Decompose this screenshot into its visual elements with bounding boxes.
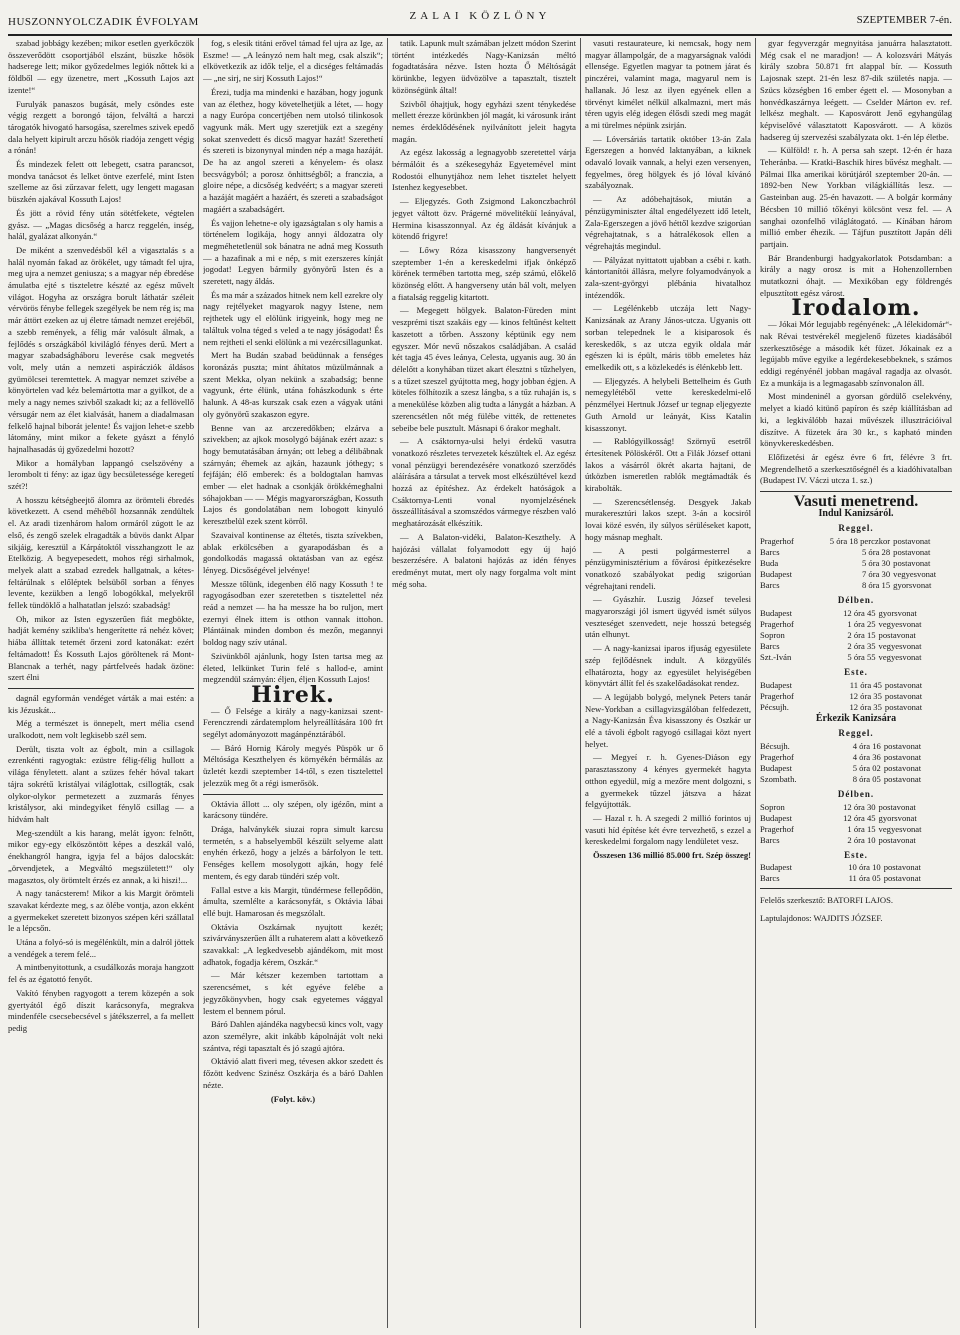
- timetable-row: [760, 752, 952, 763]
- paragraph: vasuti restaurateure, ki nemcsak, hogy nem magyar állampolgár, de a magyarságnak valódi ellensége. Egyetlen magyar ta potnem járat és pinczérei, valamint maga, magyarul nem is hallanak. Jó lesz az ilyen egyének ellen a törvényt kimélet nélkül alkalmazni, mert más téren ugyis elég idegen élősdi szedi meg magát a mi türelmes népünk zsirján.: [585, 38, 751, 130]
- paragraph: — Szerencsétlenség. Desgyek Jakab murakeresztúri lakos szept. 3-án a kocsiról lovai közé esvén, ily súlyos sérüléseket kapott, hogy másnap meghalt.: [585, 496, 751, 542]
- timetable-group-label: Délben.: [837, 788, 875, 799]
- timetable-dest: Barcs: [760, 547, 780, 558]
- timetable-kind: gyorsvonat: [878, 607, 917, 618]
- column-rule: [580, 38, 581, 1328]
- timetable-time: 5 óra 28: [861, 547, 891, 558]
- timetable-dest: Bécsujh.: [760, 740, 790, 751]
- timetable-kind: gyorsvonat: [878, 812, 917, 823]
- paragraph: dagnál egyformán vendéget várták a mai estén: a kis Jézuskát...: [8, 692, 194, 715]
- divider: [203, 794, 383, 795]
- timetable-dest: Sopron: [760, 629, 785, 640]
- divider: [760, 491, 952, 492]
- timetable-dest: Barcs: [760, 873, 780, 884]
- timetable-row: [760, 873, 952, 884]
- timetable-row: [760, 630, 952, 641]
- paragraph: Érezi, tudja ma mindenki e hazában, hogy jogunk van az élethez, hogy követelhetjük a létet, — hogy a nagy Európa concertjében nem utolsó tilinkosok vagyunk mák. Mert ugy szeretjük ezt a szegény sokat szenvedett és dicső magyar hazát! Szerethetí és szereti is bizonynyal minden nép a maga hazáját. De ha az angol szereti a kényelem- és olasz becsvágyból; a porosz önhittségből; a franczia, a gloire népe, a dicsőség kedvéért; s a magyar szereti a hazáját magáért a hazáért, és szereti a szabadságot magáért a szabadságért.: [203, 86, 383, 214]
- timetable-kind: vegyesvonat: [878, 640, 922, 651]
- paragraph: szabad jobbágy kezében; mikor esetlen gyerkőczök összeverődött csoportjából elszánt, büszke hősök hadserege lett; mikor győzedelmes legiók nőttek ki a földből — egy üzenetre, mert „Kossuth Lajos azt izente!“: [8, 38, 194, 95]
- continuation-note: (Folyt. köv.): [270, 1094, 316, 1105]
- news-section-title: Hirek.: [251, 681, 335, 708]
- timetable-dest: Pragerhof: [760, 690, 794, 701]
- timetable-time: 5 óra 02: [852, 762, 881, 773]
- timetable-dest: Pragerhof: [760, 536, 794, 547]
- newspaper-title: ZALAI KÖZLÖNY: [409, 10, 551, 22]
- timetable-row: [760, 608, 952, 619]
- paragraph: — Hazal r. h. A szegedi 2 millió forintos uj vasuti híd építése két évre tervezhető, s ezzel a kereskedelmi forgalom nagy lendületet vesz.: [585, 813, 751, 847]
- column-4: [585, 38, 751, 1328]
- timetable-row: [760, 569, 952, 580]
- paragraph: Báró Dahlen ajándéka nagybecsü kincs volt, vagy azon személyre, akit inkább kápolnáját volt neki szántva, régi tapasztalt és jó szagú ajtóra.: [203, 1019, 383, 1053]
- timetable-time: 5 óra 30: [861, 558, 891, 569]
- timetable-time: 11 óra 45: [849, 679, 882, 690]
- timetable-time: 8 óra 05: [852, 773, 881, 784]
- timetable-row: [760, 558, 952, 569]
- paragraph: A mintbenyitottunk, a csudálkozás moraja hangzott fel és az égatottó fenyőt.: [8, 962, 194, 985]
- masthead: [8, 6, 952, 36]
- timetable-row: [760, 741, 952, 752]
- timetable-time: 1 óra 15: [847, 823, 876, 834]
- timetable-kind: postavonat: [884, 701, 923, 712]
- publisher-credit: Laptulajdonos: WAJDITS JÓZSEF.: [760, 913, 883, 924]
- paragraph: Vakító fényben ragyogott a terem közepén a sok gyertyától égő díszit karácsonyfa, megrakva mindenféle csecsebecsével s játékszerrel, a fa mellett pedig: [8, 987, 194, 1033]
- timetable-kind: postavonat: [878, 834, 916, 845]
- paragraph: Fallal estve a kis Margit, tündérmese fellepődön, ámulta, szemlélte a karácsonyfát, s Oktávia lábai ellé bujt. Hamarosan és megszólalt.: [203, 884, 383, 918]
- timetable-dest: Pragerhof: [760, 618, 794, 629]
- timetable-dest: Budapest: [760, 679, 792, 690]
- paragraph: Előfizetési ár egész évre 6 frt, félévre 3 frt. Megrendelhető a szerkesztőségnél és a kiadóhivatalban (Budapest IV. Váczi utcza 1. sz.): [760, 451, 952, 486]
- timetable-row: [760, 835, 952, 846]
- timetable-kind: postavonat: [893, 558, 931, 569]
- timetable-group-label: Este.: [844, 666, 868, 677]
- timetable-kind: vegyesvonat: [893, 569, 937, 580]
- timetable-dest: Budapest: [760, 569, 792, 580]
- timetable-dest: Barcs: [760, 834, 780, 845]
- paragraph: — A nagy-kanizsai iparos ifjuság egyesülete szép fejlődésnek indult. A közgyűlés elhatározta, hogy az egyesület helyiségében könyvtárt állít fel és szakelőadásokat rendez.: [585, 643, 751, 689]
- timetable-dest: Budapest: [760, 607, 792, 618]
- timetable-dest: Buda: [760, 558, 779, 569]
- editor-credit: Felelős szerkesztő: BATORFI LAJOS.: [760, 895, 894, 906]
- timetable: [760, 802, 952, 846]
- timetable-row: [760, 802, 952, 813]
- paragraph: — Jókai Mór legujabb regényének: „A lélekidomár“-nak Révai testvérekél megjelenő füzetes kiadásából szerkesztősége a második két füzet. Jókainak ez a legújabb műve egyike a legérdekesebbeknek, s számos eddigi regényénél jobban magával ragadja az olvasót. Ez a munkája is a legmagasabb színvonalon áll.: [760, 319, 952, 388]
- paragraph: Derült, tiszta volt az égbolt, min a csillagok ezrenkénti ragyogtak: ezüstre félig-félig hullott a világa fényletett. alant a szüzes fehér hóval takart tájra sokrétű kristályai világlottak, csillogták, csak olykor-olykor permetezett a zuzmarás fényes kristálysor, aki mindegyiket fénylő csillag — a hídvám halt: [8, 743, 194, 824]
- timetable-dest: Barcs: [760, 640, 780, 651]
- timetable-dest: Szombath.: [760, 773, 797, 784]
- departures-heading: Indul Kanizsáról.: [818, 507, 894, 519]
- paragraph: — Rablógyilkosság! Szörnyű esetről értesítenek Pölöskéről. Ott a Filák József ottani lakos a vásárról ökrét akarta hajtani, de útközben ismeretlen rablók megtámadták és kirabolták.: [585, 436, 751, 494]
- timetable-kind: postavonat: [883, 762, 922, 773]
- timetable-kind: postavonat: [884, 679, 923, 690]
- paragraph: — Külföld! r. h. A persa sah szept. 12-én ér haza Teheránba. — Kratki-Baschik hires bűvész meghalt. — Pálmai Ilka amerikai körútjáról szeptember 20-án. — 1892-ben New Yorkban világkiállítás lesz. — Gasteinban aug. 25-én havazott. — A bolgár kormány Bécsben 10 millió tőkényi kölcsönt vesz fel. — A sanghai ozonfelhő világlátogató. — Kínában három millió ember éhezik. — Tájfun pusztított Japán déli partjain.: [760, 145, 952, 249]
- paragraph: — Legélénkebb utczája lett Nagy-Kanizsának az Arany János-utcza. Ugyanis ott sorban telepednek le a kisiparosok és kereskedők, s az utcza egyik oldala már egészen ki is épült, máris több emeletes ház emelkedik ott, s a közlekedés is élénkebb lett.: [585, 303, 751, 372]
- paragraph: Mert ha Budán szabad beüdünnak a fenséges koronázás puszta; mint áhítatos müzülmánnak a szent Mekka, olyan nekünk a szabadság; benne vagyunk, érte élünk, utána fohászkodunk s érte halunk. A 48-as kurszak csak ezen a vágyak utáni oly gyönyörű szakaszon egyre.: [203, 350, 383, 419]
- paragraph: Szivünkből ajánlunk, hogy Isten tartsa meg az életed, lelkünket Turin felé s hallod-e, amint megzendül szárnyán: éljen, éljen Kossuth Lajos!: [203, 650, 383, 685]
- paragraph: Szavaival kontinense az éltetés, tiszta szívekben, ablak erkölcsében a gyarapodásban és a gondolkodás magassá oktatásban van az egész lényeg. Dicsőségével jelvénye!: [203, 529, 383, 575]
- column-5: [760, 38, 952, 1328]
- literature-section-title: Irodalom.: [791, 295, 921, 322]
- paragraph: A nagy tanácsterem! Mikor a kis Margit örömteli szavakat kérdezte meg, s az ölébe vontja, azon ekként a gyermekeket szeretett bizonyos szépen kéri szállatal le a lépcsőn.: [8, 888, 194, 934]
- timetable-kind: vegyesvonat: [878, 823, 922, 834]
- timetable-row: [760, 547, 952, 558]
- paragraph: Drága, halványkék siuzai ropra simult karcsu termetén, s a habselyemből készült selyeme alatt enyhén érkező, hogy a jelzés a bárfolyon le tett. Fenséges kellem mosolygott ajkán, hogy felé mentem, és egy darab tündéri szép volt.: [203, 824, 383, 881]
- timetable-group-label: Reggel.: [838, 523, 874, 534]
- timetable-row: [760, 862, 952, 873]
- timetable-row: [760, 619, 952, 630]
- timetable-dest: Pragerhof: [760, 823, 794, 834]
- paragraph: Még a természet is önnepelt, mert mélia csend uralkodott, nem volt legkisebb szél sem.: [8, 718, 194, 741]
- timetable-dest: Budapest: [760, 862, 792, 873]
- timetable-time: 1 óra 25: [847, 618, 876, 629]
- paragraph: fog, s elesik titáni erővel támad fel ujra az Ige, az Eszme! — „A leányzó nem halt meg, csak alszik“; elkövetkezik az idők telje, el a dicséges feltámadás — „ne sirj, ne sirj Kossuth Lajos!“: [203, 38, 383, 84]
- timetable-kind: postavonat: [883, 740, 922, 751]
- paragraph: Oktávia állott ... oly szépen, oly igézőn, mint a karácsony tündére.: [203, 798, 383, 821]
- paragraph: — Lóversáriás tartatik október 13-án Zala Egerszegen a honvéd laktanyában, a kiknek odavaló lovaik vannak, a helyi ezen versenyen, fegyelmes, öreg hölgyek és jó lóval kívánó szabályoznak.: [585, 133, 751, 191]
- timetable-time: 4 óra 16: [852, 740, 881, 751]
- departures-table: [760, 523, 952, 712]
- timetable-dest: Pécsujh.: [760, 701, 789, 712]
- paragraph: Szivből óhajtjuk, hogy egyházi szent ténykedése mellett érezze körünkben jól magát, ki városunk iránt nemes érdeklődésének nyilvánított jeleit hagyta magán.: [392, 98, 576, 144]
- paragraph: — Már kétszer kezemben tartottam a szerencsémet, s két egyéve felébe a jegyzőkönyvben, hogy csak egyetemes vággyal lestem el bennem pórul.: [203, 970, 383, 1016]
- paragraph: — Lőwy Róza kisasszony hangversenyét szeptember 1-én a kereskedelmi ifjak önképző körének termében tartotta meg, szép számú, előkelő közönség előtt. A hangverseny után bál volt, melyen a fiatalság reggelig kitartott.: [392, 244, 576, 302]
- timetable-row: [760, 691, 952, 702]
- timetable-kind: postavonat: [878, 801, 916, 812]
- paragraph: És vajjon lehetne-e oly igazságtalan s oly hamis a történelem logikája, hogy annyi áldozatra oly megméhetetlenül sok bánatra ne adná meg Kossuth — a hazafinak a mi e nép, s mit ezerszeres kínját jogodat! Legyen bármily gyönyörű Isten és a szeretett, nagy áldás.: [203, 217, 383, 287]
- paragraph: — A pesti polgármesterrel a pénzügyminisztérium a fővárosi építkezésekre vonatkozó szabályokat pedig szigorúan végrehajtani rendeli.: [585, 545, 751, 591]
- timetable-row: [760, 652, 952, 663]
- timetable: [760, 680, 952, 713]
- timetable-dest: Sopron: [760, 801, 785, 812]
- column-3: [392, 38, 576, 1328]
- timetable: [760, 741, 952, 785]
- paragraph: Utána a folyó-só is megélénkült, min a dalról jöttek a vendégek a terem felé...: [8, 937, 194, 959]
- timetable-kind: postavonat: [883, 862, 921, 873]
- timetable-time: 12 óra 35: [849, 690, 882, 701]
- column-2: [203, 38, 383, 1328]
- paragraph: Az egész lakosság a legnagyobb szeretettel várja bérmálóit és a székesegyház Egyetemével mint Rodostói elhunytjához nem lehet tisztelet helyett Istenhez kegyesebbet.: [392, 147, 576, 193]
- timetable-time: 2 óra 10: [847, 834, 876, 845]
- paragraph: Bár Brandenburgi hadgyakorlatok Potsdamban: a király a nagy orosz is mit a Hohenzollernben mutatkozni óhajt. — Mexikóban egy földrengés elpusztított egész várost.: [760, 252, 952, 298]
- divider: [760, 888, 952, 889]
- timetable-time: 10 óra 10: [848, 862, 881, 873]
- paragraph: — Megyeí r. h. Gyenes-Diáson egy parasztasszony 4 kényes gyermekét hagyta otthon egyedül, míg a mezőre ment dolgozni, s a gyermekek tűzzel játszva a házat felgyújtották.: [585, 752, 751, 810]
- paragraph: Furulyák panaszos bugását, mely csöndes este végig rezgett a borongó tájon, felváltá a harczi tárogatók hivogató harsogása, szerelmes szivek epedő dala helyett kipirult arczu hősök riadója zengett végig a rónán!: [8, 98, 194, 156]
- column-rule: [755, 38, 756, 1328]
- paragraph: — Eljegyzés. Goth Zsigmond Lakonczbachról jegyet váltott özv. Prágerné mövelitéküí leányával, Hermina kisasszonnyal. Az ég áldását kívánjuk a kötendő frigyre!: [392, 196, 576, 242]
- column-rule: [387, 38, 388, 1328]
- timetable-time: 12 óra 45: [843, 607, 876, 618]
- timetable-row: [760, 824, 952, 835]
- timetable-row: [760, 680, 952, 691]
- paragraph: Oktávió alatt fiveri meg, tévesen akkor szedett és főzött kedvenc Szinész Oszkárja és a báró Dahlen nézte.: [203, 1056, 383, 1090]
- timetable-row: [760, 702, 952, 713]
- timetable-time: 5 óra 55: [847, 651, 876, 662]
- paragraph: Meg-szendült a kis harang, melát ígyon: felnőtt, mikor egy-egy elköszöntött képes a deszkál való, énekhangról hangra, igyja fel a bájos dalocskát: „örvendjetek, a Megváltó megszületett!“ oly magasztos, oly örömtelt érzés ez annak, a ki hiszi!...: [8, 827, 194, 885]
- timetable-time: 4 óra 36: [852, 751, 881, 762]
- timetable-dest: Szt.-Iván: [760, 651, 792, 662]
- paragraph: És ma már a százados hitnek nem kell ezrekre oly nagy rejtélyeket magyarok nagyy Istene, nem rejthetek ugy el elölünk irigyeink, hogy meg ne találtuk volna téged s veled a te nagy jóságodat! És nem rejtheti el senki elölünk a mi vezércsillagunkat.: [203, 289, 383, 347]
- timetable-time: 5 óra 18 perczkor: [829, 536, 891, 547]
- timetable-kind: postavonat: [883, 773, 922, 784]
- paragraph: — Megegett hölgyek. Balaton-Füreden mint veszprémi tiszt szakáis egy — kinos feltűnést keltett kaszetott a tőrben. Asszony képtünik egy nem egyszer. Mór nevű nőszakos családjában. A család két tagja 45 éves leánya, Celesta, ugyanis aug. 30 án délelőtt a konyhában tüzet akart élesztni s tűzhelyen, s a tűzet szeszel gyújtotta meg, hogy jobban égjen. A köteles fölhítozik a szesz lángba, s a tűz ruhaján is, s a menekülése közben alig tudta a lánygát a házban. A szerencsétlen nőt még fülébe vitték, de rettenetes sebeibe bele pusztult. Másnapi 6 órakor meghalt.: [392, 305, 576, 433]
- timetable-kind: vegyesvonat: [878, 651, 922, 662]
- paragraph: Oktávia Oszkárnak nyujtott kezét; szivárványszerűen állt a ruhaterem alatt a következő szavakkal: „A legkedvesebb ajándékom, mit most adhatok, fogadja kérem, Oszkár.“: [203, 921, 383, 967]
- timetable-row: [760, 580, 952, 591]
- paragraph: És mindezek felett ott lebegett, csatra parancsot, mondva tanácsot és lelket öntve ezerfelé, mint Isten szelleme az ősi zűrzavar felett, ugy lengett magasan büszkén ajakával Kossuth Lajos!: [8, 159, 194, 205]
- paragraph: — Pályázat nyittatott ujabban a csébi r. kath. kántortanítói állásra, melyre folyamodványok a zala-szent-györgyi plébánia hivatalhoz intézendők.: [585, 254, 751, 300]
- timetable-time: 2 óra 35: [847, 640, 876, 651]
- paragraph: — A csáktornya-ulsi helyi érdekű vasutra vonatkozó részletes tervezetek készültek el. Az egész vonal pénzügyi berendezésére vonatkozó szerződés aláírására a társulat a tervek most elkészültével kezd hozzá az építéshez. Az érdekelt hatóságok a Csáktornya-Lenti vonal nyomjelzésének összeállításával a szomszédos vármegye részben való meghatározását elkészítik.: [392, 436, 576, 529]
- timetable-kind: postavonat: [884, 690, 923, 701]
- arrivals-heading: Érkezik Kanizsára: [815, 712, 897, 724]
- timetable-kind: postavonat: [878, 629, 916, 640]
- paragraph: De miként a szenvedésből kél a vigasztalás s a halál nyomán fakad az örökélet, ugy támadt fel ujra, meg ujra a nemzet geniusza; s a magyar nép ébredése ámulatba ejté s tiszteletre készté az egész művelt világot. Hogyha az országra borult láthatár széleit vérvörös fénybe fellegek szegélyek be nem rég is; ma már áttört ezeken az uj életre támadt nemzet erejéből, a szebb remények, a félig már valósult álmak, a fejlődés s országkából kivilágló fényes derű. Mert a magyar szabadságháboru leverése csak megvetés volt, mely után a nemzeti aspirácziók áldásos gyümölcsei teremtettek. A magyar nemzet szivébe a könyörtelen vad kéz belemártotta mar a gyilkot, de a mely a nagy nemes szivből szakadt ki; az a fellövellő vérsugár nem az élet kialvását, hanem a diadalmasan felkelő hajnal biborát jelente! És vajjon lehet-e szebb látomány, mint mikor a fekete gyászt a fényló hajnalhasadás új győzedelmi hozott?: [8, 244, 194, 454]
- timetable-dest: Budapest: [760, 762, 792, 773]
- timetable-time: 12 óra 45: [843, 812, 876, 823]
- paragraph: — Az adóbehajtások, miután a pénzügyminiszter által engedélyezett idő letelt, Zala-Egerszegen a jövő héttől kezdve szigorúan végrehajtatnak, s a hátralékosok ellen a végrehajtás megindul.: [585, 194, 751, 251]
- timetable-time: 12 óra 30: [843, 801, 876, 812]
- timetable-row: [760, 774, 952, 785]
- paragraph: — Eljegyzés. A helybeli Bettelheim és Guth nemegylétéből vette kereskedelmi-elő pénzmélyei Hertnuk József ur tegnap eljegyezte Guth Arnold ur leányát, Kiss Katalin kisasszonyt.: [585, 375, 751, 433]
- timetable-row: [760, 813, 952, 824]
- paragraph: Most mindeninél a gyorsan gördülő cselekvény, melyet a kiadó kitünő papíron és szép kiállításban ad ki, a legkiválóbb hazai művészek illusztrációival díszítve. A füzetek ára 30 kr., s kapható minden könyvkereskedésben.: [760, 391, 952, 449]
- timetable: [760, 862, 952, 884]
- timetable-dest: Barcs: [760, 580, 780, 591]
- paragraph: És jött a rövid fény után sötétfekete, végtelen gyász. — „Magas dicsőség a harcz reggelén, inség, halál, gyalázat alkonyán.“: [8, 207, 194, 242]
- timetable-kind: postavonat: [893, 547, 931, 558]
- timetable-time: 7 óra 30: [861, 569, 891, 580]
- timetable-kind: vegyesvonat: [878, 618, 922, 629]
- paragraph: Benne van az arczeredőkben; elzárva a szivekben; az ajkok mosolygó bájának ezért azaz: s hogy bemutatásában árnyán; ott lebeg a délibábnak szárnyán; éhemek az ajkán, hazaunk jóthegy; s fejfáján; élő emberek: és a boldogtalan hamvas ember — elet hadnak a csonkják örökkémeghalni sóhajokban — — Mégis magyarországban, Kossuth Lajos és gondolatában nem lobogott kinyuló keresztbelül ezek szent körről.: [203, 422, 383, 527]
- volume-label: HUSZONNYOLCZADIK ÉVFOLYAM: [8, 16, 199, 28]
- column-rule: [198, 38, 199, 1328]
- paragraph: Összesen 136 millió 85.000 frt. Szép összeg!: [593, 850, 751, 861]
- paragraph: Messze tőlünk, idegenben élő nagy Kossuth ! te ragyogásodban ezer szeretetben s tisztelettel néz reád a nemzet — ha ha messze ha bo ruljon, mert ezernyi élnek ittem is otthon vannak ittohon. Plántáinak minden dombon és mezőn, megannyi boldog nagy szív utánal.: [203, 578, 383, 648]
- timetable-group-label: Este.: [844, 849, 868, 860]
- timetable-dest: Budapest: [760, 812, 792, 823]
- timetable-group-label: Délben.: [837, 595, 875, 606]
- paragraph: gyar fegyverzgár megnyitása januárra halasztatott. Még csak el ne maradjon! — A kolozsvári Mátyás király szobra 50.871 frt alappal bír. — Kossuth Lajosnak szept. 21-én lesz 87-dik születés napja. — Szücs községben 16 ember égett el. — Mosonyban a honvédkaszárnya leégett. — Cselder Márton ev. ref. lelkész meghalt. — Kaposvárott Jenő egyhangúlag képviselővé választatott Kaposvárott. — A közös hadsereg új szervezési szabályzata okt. 1-én lép életbe.: [760, 38, 952, 142]
- timetable-row: [760, 641, 952, 652]
- timetable: [760, 536, 952, 591]
- paragraph: — A legújabb bolygó, melynek Peters tanár New-Yorkban a csillagvizsgálóban felfedezett, a Nagy-Kanizsán Éva kisasszony és Oszkár ur elé a távoli égbolt ragyogó csillagai közt nyert helyet.: [585, 691, 751, 749]
- paragraph: — A Balaton-vidéki, Balaton-Keszthely. A hajózási vállalat folyamodott egy új hajó beszerzésére. A balatoni hajózás az idén fényes eredményt mutat, mert oly nagy forgalma volt mint még soha.: [392, 531, 576, 589]
- paragraph: — Báró Hornig Károly megyés Püspök ur ő Méltósága Keszthelyen és környékén bérmálás az üzletét kezdi szeptember 14-től, s ezen tisztelettel jelezzük meg őt a régi ismerősök.: [203, 742, 383, 788]
- timetable-kind: postavonat: [883, 751, 922, 762]
- paragraph: Oh, mikor az Isten egyszerűen fiát megbökte, hadját kemény szikliba's hengerítette rá nehéz követ; hiába állíttak tetemét őrzeni zord katonákat: ezért feltámadott! És Kossuth Lajos göröltenek rá Mont-Blancnak a terhét, nagy pártfelveés hadak özöne: szert élni: [8, 613, 194, 683]
- timetable-dest: Pragerhof: [760, 751, 794, 762]
- paragraph: — Ő Felsége a király a nagy-kanizsai szent-Ferenczrendi zárdatemplom helyreállítására 100 frt segélyt adományozott magánpénztárából.: [203, 705, 383, 740]
- issue-date: SZEPTEMBER 7-én.: [856, 14, 952, 26]
- timetable: [760, 608, 952, 663]
- timetable-time: 8 óra 15: [861, 580, 891, 591]
- timetable-time: 11 óra 05: [848, 873, 881, 884]
- railway-timetable-title: Vasuti menetrend.: [793, 493, 919, 511]
- arrivals-table: [760, 728, 952, 884]
- timetable-group-label: Reggel.: [838, 728, 874, 739]
- timetable-time: 12 óra 35: [849, 701, 882, 712]
- timetable-time: 2 óra 15: [847, 629, 876, 640]
- paragraph: A hosszu kétségbeejtő álomra az örömteli ébredés következett. A csend méhéből hozsannák zendültek el. Az aradi tizenhárom halom ormáról zúgott le az első, és zengő szelek elragadták a büvös dankt Alpar sikjáig, keresztül a Kárpátoktól visszhangzott le az Etelközig. A begyepesedett, mohos régi sirhalmok, melyek alatt a szabad ezredek hallgatnak, a kétes-feltárúlnak s előléptek belsüből sorban a fényes levente, kezükben a lengő lobogókkal, melyekről fellek tündöklő a halhatatlan jelszó: szabadság!: [8, 494, 194, 611]
- timetable-row: [760, 536, 952, 547]
- column-1: [8, 38, 194, 1328]
- timetable-kind: gyorsvonat: [893, 580, 932, 591]
- timetable-kind: postavonat: [883, 873, 921, 884]
- paragraph: tatik. Lapunk mult számában jelzett módon Szerint történt intézkedés Nagy-Kanizsán méltó fogadtatására nézve. Isten hozta Ő Méltóságát körünkbe, legyen üdvözölve a tapasztalt, tisztelt közönségünk által!: [392, 38, 576, 95]
- divider: [8, 688, 194, 689]
- timetable-row: [760, 763, 952, 774]
- paragraph: — Gyászhír. Luszig József tevelesi magyarországi jól ismert ügyvéd ismét súlyos veszteséget szenvedett, neje hosszú betegség után elhunyt.: [585, 594, 751, 640]
- paragraph: Mikor a homályban lappangó cselszövény a lerombolt ti fény: az igaz ügy becsületessége keregetí szét?!: [8, 457, 194, 492]
- timetable-kind: postavonat: [893, 536, 931, 547]
